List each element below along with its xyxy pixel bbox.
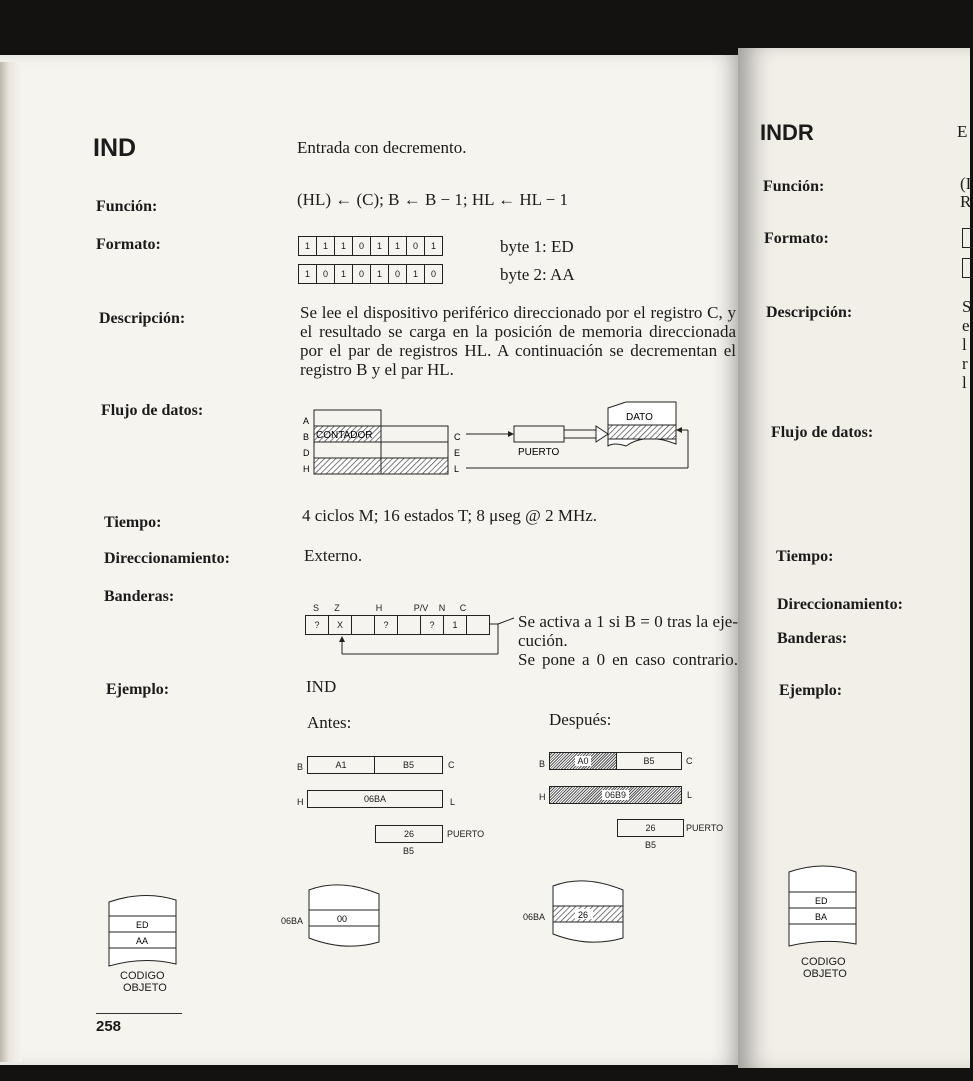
desc-fragment: e — [962, 316, 970, 335]
right-label-funcion: Función: — [763, 178, 825, 195]
flag-cell: X — [328, 615, 352, 635]
antes-hl: 06BA — [307, 790, 443, 808]
reg-label: H — [303, 464, 310, 474]
right-bit-fragment — [962, 228, 973, 248]
reg-c-label: C — [686, 756, 693, 766]
right-label-descripcion: Descripción: — [766, 304, 853, 321]
codigo-objeto-left — [106, 886, 180, 970]
flag-cell: 1 — [443, 615, 467, 635]
reg-label: A — [303, 416, 310, 426]
right-title-fragment: E — [957, 122, 968, 141]
right-funcion-fragment: R — [960, 192, 972, 211]
label-direccionamiento: Direccionamiento: — [104, 550, 230, 567]
contador-label: CONTADOR — [316, 430, 373, 441]
bit-cell: 1 — [334, 236, 353, 256]
descripcion-line: registro B y el par HL. — [300, 360, 454, 379]
flag-cell: ? — [420, 615, 444, 635]
descripcion-line: Se lee el dispositivo periférico direccionado por el registro C, y — [300, 303, 736, 322]
desc-fragment: l — [962, 373, 967, 392]
right-label-tiempo: Tiempo: — [776, 548, 834, 565]
right-label-ejemplo: Ejemplo: — [779, 682, 843, 699]
reg-label: C — [454, 432, 461, 442]
reg-label: E — [454, 448, 461, 458]
puerto-label: PUERTO — [518, 447, 560, 458]
flag-cell: ? — [305, 615, 329, 635]
bit-cell: 0 — [316, 264, 335, 284]
right-mnemonic: INDR — [760, 120, 814, 145]
instruction-title: Entrada con decremento. — [297, 138, 467, 157]
ejemplo-text: IND — [306, 677, 337, 696]
bit-cell: 0 — [388, 264, 407, 284]
memory-before — [305, 880, 385, 952]
bit-cell: 0 — [352, 236, 371, 256]
codigo-caption: CODIGO — [801, 956, 846, 968]
codigo-caption: OBJETO — [803, 968, 847, 980]
reg-b-label: B — [539, 759, 546, 769]
bit-cell: 1 — [388, 236, 407, 256]
byte1-label: byte 1: ED — [500, 237, 574, 256]
codigo-caption: OBJETO — [123, 982, 167, 994]
label-banderas: Banderas: — [104, 588, 175, 605]
label-ejemplo: Ejemplo: — [106, 681, 170, 698]
right-bit-fragment — [962, 258, 973, 278]
page-number: 258 — [96, 1018, 122, 1035]
reg-b-label: B — [297, 762, 304, 772]
bit-cell: 1 — [370, 236, 389, 256]
dato-label: DATO — [626, 412, 653, 423]
despues-b: A0 — [549, 752, 617, 770]
flag-cell: ? — [374, 615, 398, 635]
memory-after — [549, 876, 629, 948]
reg-label: B — [303, 432, 310, 442]
despues-hl: 06B9 — [549, 786, 682, 804]
code-byte: ED — [815, 896, 828, 906]
bit-cell: 0 — [352, 264, 371, 284]
mem-addr-before: 06BA — [281, 916, 304, 926]
despues-port-addr: B5 — [645, 840, 657, 850]
label-flujo: Flujo de datos: — [101, 402, 204, 419]
despues-port-label: PUERTO — [686, 823, 724, 833]
footer-rule — [96, 1013, 182, 1014]
reg-label: D — [303, 448, 310, 458]
bit-cell: 1 — [316, 236, 335, 256]
page-edge — [0, 62, 22, 1062]
right-label-flujo: Flujo de datos: — [771, 424, 874, 441]
flag-note-line: cución. — [518, 631, 568, 650]
code-byte: AA — [136, 936, 149, 946]
code-byte: BA — [815, 912, 828, 922]
reg-label: L — [454, 464, 460, 474]
right-desc-fragment — [962, 297, 971, 392]
flag-name: H — [375, 603, 383, 613]
desc-fragment: r — [962, 354, 968, 373]
direccionamiento-text: Externo. — [304, 546, 363, 565]
label-tiempo: Tiempo: — [104, 514, 162, 531]
antes-label: Antes: — [307, 713, 352, 732]
descripcion-text — [300, 303, 736, 379]
despues-port: 26 — [617, 819, 684, 837]
desc-fragment: S — [962, 297, 972, 316]
antes-port: 26 — [375, 825, 443, 843]
bit-cell: 0 — [406, 236, 425, 256]
codigo-caption: CODIGO — [120, 970, 165, 982]
desc-fragment: l — [962, 335, 967, 354]
bit-cell: 0 — [424, 264, 443, 284]
label-formato: Formato: — [96, 236, 161, 253]
reg-h-label: H — [297, 797, 304, 807]
tiempo-text: 4 ciclos M; 16 estados T; 8 μseg @ 2 MHz. — [302, 506, 598, 525]
byte2-label: byte 2: AA — [500, 265, 575, 284]
label-descripcion: Descripción: — [99, 310, 186, 327]
flag-name: Z — [334, 603, 340, 613]
flag-note-line: Se pone a 0 en caso contrario. — [518, 650, 738, 669]
byte1-bits — [298, 236, 442, 256]
despues-c: B5 — [616, 752, 682, 770]
mem-value: 26 — [578, 910, 589, 920]
antes-port-addr: B5 — [403, 846, 415, 856]
bit-cell: 1 — [424, 236, 443, 256]
bit-cell: 1 — [406, 264, 425, 284]
flag-note — [518, 612, 738, 669]
right-funcion-fragment: (I — [960, 174, 972, 193]
codigo-objeto-right — [786, 858, 860, 952]
flag-name: C — [459, 603, 467, 613]
right-label-banderas: Banderas: — [777, 630, 848, 647]
puerto-box — [514, 426, 564, 442]
reg-l-label: L — [450, 797, 456, 807]
mem-value: 00 — [337, 914, 348, 924]
reg-c-label: C — [448, 760, 455, 770]
flag-name: N — [438, 603, 446, 613]
funcion-text: (HL) ← (C); B ← B − 1; HL ← HL − 1 — [297, 190, 569, 209]
byte2-bits — [298, 264, 442, 284]
flag-note-line: Se activa a 1 si B = 0 tras la eje- — [518, 612, 738, 631]
descripcion-line: por el par de registros HL. A continuación se decrementan el — [300, 341, 736, 360]
bit-cell: 1 — [370, 264, 389, 284]
mnemonic-heading: IND — [93, 134, 137, 162]
flag-connector — [300, 608, 525, 660]
mem-addr-after: 06BA — [523, 912, 546, 922]
flag-name: P/V — [413, 603, 429, 613]
right-label-formato: Formato: — [764, 230, 829, 247]
label-funcion: Función: — [96, 198, 158, 215]
bit-cell: 1 — [298, 236, 317, 256]
antes-b: A1 — [307, 756, 375, 774]
right-label-direccionamiento: Direccionamiento: — [777, 596, 903, 613]
antes-c: B5 — [374, 756, 443, 774]
flag-name: S — [312, 603, 319, 613]
data-flow-diagram — [296, 396, 696, 486]
reg-h-label: H — [539, 792, 546, 802]
despues-label: Después: — [549, 710, 612, 729]
code-byte: ED — [136, 920, 149, 930]
reg-l-label: L — [687, 790, 693, 800]
antes-port-label: PUERTO — [447, 829, 485, 839]
bit-cell: 1 — [334, 264, 353, 284]
bit-cell: 1 — [298, 264, 317, 284]
descripcion-line: el resultado se carga en la posición de memoria direccionada — [300, 322, 736, 341]
